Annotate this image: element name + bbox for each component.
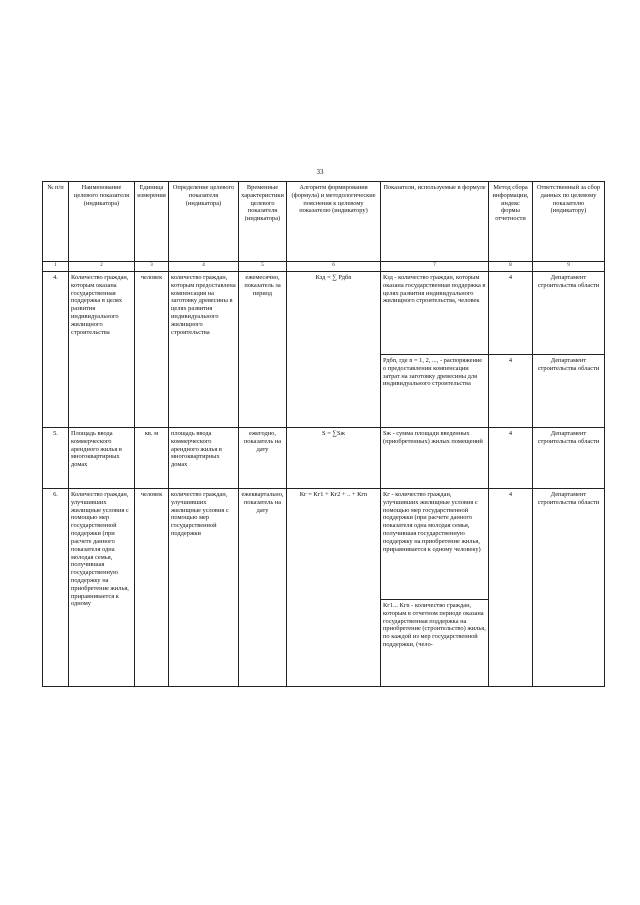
column-number: 2 <box>69 262 135 272</box>
indicator-time: ежеквартально, показатель на дату <box>239 489 287 687</box>
column-number: 4 <box>169 262 239 272</box>
header-indicators: Показатели, используемые в формуле <box>381 182 489 262</box>
indicator-unit: человек <box>135 489 169 687</box>
formula-variable: Sж - сумма площади введенных (приобретенных) жилых помещений <box>381 428 489 489</box>
indicator-definition: количество граждан, улучшивших жилищные условия с помощью мер государственной поддержки <box>169 489 239 687</box>
indicator-definition: площадь ввода коммерческого арендного жилья в многоквартирных домах <box>169 428 239 489</box>
column-number: 7 <box>381 262 489 272</box>
indicator-formula: Кзд = ∑ Рдбn <box>287 272 381 428</box>
row-number: 5. <box>43 428 69 489</box>
column-number: 9 <box>533 262 605 272</box>
column-number: 1 <box>43 262 69 272</box>
column-number: 6 <box>287 262 381 272</box>
header-responsible: Ответственный за сбор данных по целевому показателю (индикатору) <box>533 182 605 262</box>
column-number: 5 <box>239 262 287 272</box>
row-number: 6. <box>43 489 69 687</box>
row-number: 4. <box>43 272 69 428</box>
indicator-formula: S = ∑Sж <box>287 428 381 489</box>
header-row <box>43 182 605 262</box>
collection-method: 4 <box>489 272 533 355</box>
formula-variable: Кзд - количество граждан, которым оказана государственная поддержка в целях развития индивидуального жилищного строительства, человек <box>381 272 489 355</box>
page-number: 33 <box>316 168 324 176</box>
responsible-body: Департамент строительства области <box>533 272 605 355</box>
indicator-name: Количество граждан, улучшивших жилищные условия с помощью мер государственной поддержки (при расчете данного показателя одна молодая семья, получившая государственную поддержку на приобретение жилья, приравнивается к одному <box>69 489 135 687</box>
responsible-body: Департамент строительства области <box>533 428 605 489</box>
header-time: Временные характеристики целевого показателя (индикатора) <box>239 182 287 262</box>
table-row <box>43 489 605 600</box>
indicator-time: ежемесячно, показатель за период <box>239 272 287 428</box>
indicator-name: Количество граждан, которым оказана государственная поддержка в целях развития индивидуального жилищного строительства <box>69 272 135 428</box>
table-row <box>43 272 605 355</box>
header-definition: Определение целевого показателя (индикатора) <box>169 182 239 262</box>
collection-method: 4 <box>489 428 533 489</box>
indicator-time: ежегодно, показатель на дату <box>239 428 287 489</box>
indicator-unit: человек <box>135 272 169 428</box>
column-number: 3 <box>135 262 169 272</box>
header-num: № п/п <box>43 182 69 262</box>
responsible-body: Департамент строительства области <box>533 355 605 428</box>
table-row <box>43 428 605 489</box>
collection-method: 4 <box>489 355 533 428</box>
indicator-unit: кв. м <box>135 428 169 489</box>
indicator-formula: Кг = Кг1 + Кг2 + .. + Кгn <box>287 489 381 687</box>
indicator-name: Площадь ввода коммерческого арендного жилья в многоквартирных домах <box>69 428 135 489</box>
responsible-body: Департамент строительства области <box>533 489 605 687</box>
indicator-definition: количество граждан, которым предоставлена компенсация на заготовку древесины в целях развития индивидуального жилищного строительства <box>169 272 239 428</box>
column-number: 8 <box>489 262 533 272</box>
column-number-row <box>43 262 605 272</box>
formula-variable: Рдбn, где n = 1, 2, ..., - распоряжение о предоставлении компенсации затрат на заготовку древесины для индивидуального строительства <box>381 355 489 428</box>
header-unit: Единица измерения <box>135 182 169 262</box>
formula-variable: Кг1... Кгn - количество граждан, которым в отчетном периоде оказана государственная поддержка на приобретение (строительство) жилья, по каждой из мер государственной поддержки, (чело- <box>381 600 489 687</box>
header-algorithm: Алгоритм формирования (формула) и методологические пояснения к целевому показателю (индикатору) <box>287 182 381 262</box>
header-name: Наименование целевого показателя (индикатора) <box>69 182 135 262</box>
collection-method: 4 <box>489 489 533 687</box>
formula-variable: Кг - количество граждан, улучшивших жилищные условия с помощью мер государственной поддержки (при расчете данного показателя одна молодая семья, получившая государственную поддержку на приобретение жилья, приравнивается к одному человеку) <box>381 489 489 600</box>
indicators-table <box>42 181 605 687</box>
header-method: Метод сбора информации, индекс формы отчетности <box>489 182 533 262</box>
